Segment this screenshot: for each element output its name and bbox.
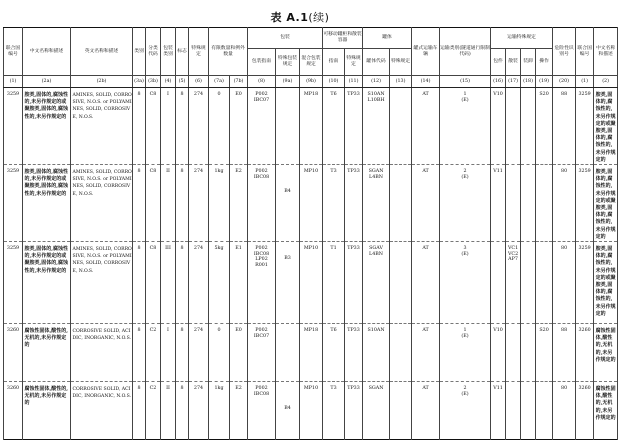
cell-pkg-instr: P002 IBC07 (248, 324, 276, 382)
cell-tank-special-2 (390, 382, 412, 440)
header-cn-name-2: 中文名称和描述 (594, 28, 618, 76)
cell-hazard-id: 88 (553, 324, 576, 382)
header-tank-special: 特殊规定 (345, 49, 363, 76)
group-tanks: 罐体 (363, 28, 412, 49)
cell-en-name: CORROSIVE SOLID, ACIDIC, INORGANIC, N.O.S. (71, 382, 133, 440)
group-transport-special: 运输特殊规定 (491, 28, 553, 49)
cell-cn-name: 胺类,固体的,腐蚀性的,未另作规定的或聚胺类,固体的,腐蚀性的,未另作规定的 (23, 242, 71, 324)
table-title (0, 9, 600, 25)
col-code: (3b) (146, 76, 161, 88)
cell-bulk (506, 382, 521, 440)
header-pkg-instr: 包装指南 (248, 49, 276, 76)
cell-un-no: 3260 (4, 324, 23, 382)
col-code: (2a) (23, 76, 71, 88)
cell-tank-instr: T6 (323, 324, 345, 382)
header-tank-code: 罐体代码 (363, 49, 390, 76)
cell-vehicle: AT (412, 382, 440, 440)
col-code: (2b) (71, 76, 133, 88)
cell-vehicle: AT (412, 324, 440, 382)
table-title-continued: (续) (308, 11, 330, 24)
header-transport-category: 运输类别(隧道通行限制代码) (440, 28, 491, 76)
cell-cn-name-2: 腐蚀性固体,酸性的,无机的,未另作规定的 (594, 324, 618, 382)
cell-tank-special: TP33 (345, 382, 363, 440)
table-row (4, 382, 618, 440)
header-tank-instr: 指南 (323, 49, 345, 76)
cell-tank-code: SGAN (363, 382, 390, 440)
col-code: (8) (248, 76, 276, 88)
cell-loading (521, 242, 536, 324)
header-tank-special-2: 特殊规定 (390, 49, 412, 76)
col-code: (5) (176, 76, 189, 88)
header-loading: 装卸 (521, 49, 536, 76)
cell-tank-code: SGAN L4BN (363, 165, 390, 242)
cell-cn-name: 腐蚀性固体,酸性的,无机的,未另作规定的 (23, 324, 71, 382)
header-class: 类别 (133, 28, 146, 76)
cell-excepted-qty: E0 (230, 324, 248, 382)
cell-un-no-2: 3260 (576, 324, 594, 382)
cell-pkg-special: B4 (276, 165, 300, 242)
cell-transport-category: 1 (E) (440, 88, 491, 165)
cell-un-no-2: 3260 (576, 382, 594, 440)
col-code: (10) (323, 76, 345, 88)
col-code: (3a) (133, 76, 146, 88)
cell-tank-instr: T1 (323, 242, 345, 324)
cell-class-code: C8 (146, 165, 161, 242)
table-row (4, 242, 618, 324)
col-code: (4) (161, 76, 176, 88)
dangerous-goods-table (3, 27, 618, 440)
cell-class-code: C8 (146, 88, 161, 165)
cell-cn-name: 胺类,固体的,腐蚀性的,未另作规定的或聚胺类,固体的,腐蚀性的,未另作规定的 (23, 165, 71, 242)
cell-hazard-id: 88 (553, 88, 576, 165)
cell-class-code: C8 (146, 242, 161, 324)
cell-loading (521, 165, 536, 242)
header-cn-name: 中文名称和描述 (23, 28, 71, 76)
cell-operation (536, 382, 553, 440)
cell-un-no-2: 3259 (576, 88, 594, 165)
cell-mixed: MP18 (300, 324, 323, 382)
cell-packages: V11 (491, 382, 506, 440)
cell-excepted-qty: E2 (230, 165, 248, 242)
cell-bulk (506, 88, 521, 165)
cell-pkg-instr: P002 IBC08 LP02 R001 (248, 242, 276, 324)
header-packages: 包件 (491, 49, 506, 76)
cell-special: 274 (189, 165, 209, 242)
cell-packages: V11 (491, 165, 506, 242)
cell-transport-category: 2 (E) (440, 382, 491, 440)
cell-en-name: AMINES, SOLID, CORROSIVE, N.O.S. or POLYAMINES, SOLID, CORROSIVE, N.O.S. (71, 165, 133, 242)
col-code: (6) (189, 76, 209, 88)
table-header (4, 28, 618, 88)
col-code: (2) (594, 76, 618, 88)
cell-special: 274 (189, 324, 209, 382)
cell-excepted-qty: E2 (230, 382, 248, 440)
cell-en-name: CORROSIVE SOLID, ACIDIC, INORGANIC, N.O.S. (71, 324, 133, 382)
header-special: 特殊规定 (189, 28, 209, 76)
col-code: (15) (440, 76, 491, 88)
cell-packing-group: II (161, 382, 176, 440)
cell-limited-qty: 1kg (209, 165, 230, 242)
cell-tank-instr: T6 (323, 88, 345, 165)
cell-limited-qty: 0 (209, 88, 230, 165)
cell-un-no-2: 3259 (576, 242, 594, 324)
cell-tank-code: SGAV L4BN (363, 242, 390, 324)
cell-packages: V10 (491, 324, 506, 382)
cell-vehicle: AT (412, 165, 440, 242)
cell-transport-category: 2 (E) (440, 165, 491, 242)
col-code: (12) (363, 76, 390, 88)
cell-class: 8 (133, 88, 146, 165)
cell-tank-special: TP33 (345, 242, 363, 324)
cell-hazard-id: 80 (553, 165, 576, 242)
col-code: (7b) (230, 76, 248, 88)
header-mixed: 混合包装规定 (300, 49, 323, 76)
cell-un-no: 3259 (4, 88, 23, 165)
header-vehicle: 罐式运输车辆 (412, 28, 440, 76)
cell-tank-special-2 (390, 165, 412, 242)
cell-un-no: 3260 (4, 382, 23, 440)
header-un-no-2: 联合国编号 (576, 28, 594, 76)
cell-pkg-instr: P002 IBC07 (248, 88, 276, 165)
header-class-code: 分类代码 (146, 28, 161, 76)
cell-limited-qty: 0 (209, 324, 230, 382)
cell-tank-special-2 (390, 88, 412, 165)
header-labels: 标志 (176, 28, 189, 76)
cell-packing-group: I (161, 324, 176, 382)
cell-pkg-instr: P002 IBC08 (248, 382, 276, 440)
cell-tank-code: S10AN (363, 324, 390, 382)
cell-tank-special: TP33 (345, 88, 363, 165)
cell-loading (521, 88, 536, 165)
cell-label: 8 (176, 382, 189, 440)
cell-class-code: C2 (146, 382, 161, 440)
header-operation: 操作 (536, 49, 553, 76)
group-portable-tanks: 可移动罐柜和散装容器 (323, 28, 363, 49)
col-code: (1) (576, 76, 594, 88)
header-packing-group: 包装类别 (161, 28, 176, 76)
cell-cn-name-2: 胺类,固体的,腐蚀性的,未另作规定的或聚胺类,固体的,腐蚀性的,未另作规定的 (594, 88, 618, 165)
cell-limited-qty: 1kg (209, 382, 230, 440)
cell-packages: V10 (491, 88, 506, 165)
cell-un-no-2: 3259 (576, 165, 594, 242)
cell-bulk: VC1 VC2 AP7 (506, 242, 521, 324)
col-code: (17) (506, 76, 521, 88)
cell-operation: S20 (536, 88, 553, 165)
cell-cn-name: 胺类,固体的,腐蚀性的,未另作规定的或聚胺类,固体的,腐蚀性的,未另作规定的 (23, 88, 71, 165)
cell-hazard-id: 80 (553, 242, 576, 324)
col-code: (13) (390, 76, 412, 88)
col-code: (14) (412, 76, 440, 88)
cell-excepted-qty: E0 (230, 88, 248, 165)
cell-packing-group: III (161, 242, 176, 324)
cell-operation: S20 (536, 324, 553, 382)
cell-mixed: MP10 (300, 242, 323, 324)
cell-un-no: 3259 (4, 165, 23, 242)
cell-loading (521, 382, 536, 440)
cell-loading (521, 324, 536, 382)
header-en-name: 英文名称和描述 (71, 28, 133, 76)
cell-operation (536, 242, 553, 324)
cell-tank-instr: T3 (323, 382, 345, 440)
cell-vehicle: AT (412, 88, 440, 165)
cell-label: 8 (176, 242, 189, 324)
cell-pkg-special: B4 (276, 382, 300, 440)
cell-bulk (506, 324, 521, 382)
cell-packing-group: I (161, 88, 176, 165)
cell-tank-special: TP33 (345, 165, 363, 242)
cell-class: 8 (133, 165, 146, 242)
cell-label: 8 (176, 165, 189, 242)
col-code: (1) (4, 76, 23, 88)
cell-excepted-qty: E1 (230, 242, 248, 324)
cell-vehicle: AT (412, 242, 440, 324)
header-pkg-special: 特殊包装规定 (276, 49, 300, 76)
group-packing: 包装 (248, 28, 323, 49)
cell-limited-qty: 5kg (209, 242, 230, 324)
cell-special: 274 (189, 382, 209, 440)
table-row (4, 324, 618, 382)
cell-pkg-instr: P002 IBC08 (248, 165, 276, 242)
col-code: (9b) (300, 76, 323, 88)
col-code: (20) (553, 76, 576, 88)
col-code: (16) (491, 76, 506, 88)
cell-transport-category: 3 (E) (440, 242, 491, 324)
cell-tank-code: S10AN L10BH (363, 88, 390, 165)
cell-tank-special-2 (390, 242, 412, 324)
cell-class: 8 (133, 382, 146, 440)
col-code: (18) (521, 76, 536, 88)
cell-label: 8 (176, 88, 189, 165)
col-code: (19) (536, 76, 553, 88)
cell-label: 8 (176, 324, 189, 382)
cell-cn-name-2: 腐蚀性固体,酸性的,无机的,未另作规定的 (594, 382, 618, 440)
cell-en-name: AMINES, SOLID, CORROSIVE, N.O.S. or POLYAMINES, SOLID, CORROSIVE, N.O.S. (71, 88, 133, 165)
col-code: (9a) (276, 76, 300, 88)
cell-pkg-special (276, 324, 300, 382)
cell-tank-special: TP33 (345, 324, 363, 382)
cell-packing-group: II (161, 165, 176, 242)
cell-pkg-special (276, 88, 300, 165)
cell-cn-name: 腐蚀性固体,酸性的,无机的,未另作规定的 (23, 382, 71, 440)
cell-transport-category: 1 (E) (440, 324, 491, 382)
cell-class: 8 (133, 324, 146, 382)
cell-packages (491, 242, 506, 324)
cell-mixed: MP18 (300, 88, 323, 165)
cell-tank-instr: T3 (323, 165, 345, 242)
cell-bulk (506, 165, 521, 242)
cell-mixed: MP10 (300, 382, 323, 440)
header-un-no: 联合国编号 (4, 28, 23, 76)
table-body (4, 88, 618, 440)
table-title-main: 表 A.1 (270, 11, 309, 24)
cell-cn-name-2: 胺类,固体的,腐蚀性的,未另作规定的或聚胺类,固体的,腐蚀性的,未另作规定的 (594, 242, 618, 324)
cell-operation (536, 165, 553, 242)
table-row (4, 88, 618, 165)
cell-special: 274 (189, 242, 209, 324)
header-limited-qty: 有限数量和例外数量 (209, 28, 248, 76)
col-code: (7a) (209, 76, 230, 88)
header-hazard-id: 危险性识别号 (553, 28, 576, 76)
cell-hazard-id: 80 (553, 382, 576, 440)
cell-class: 8 (133, 242, 146, 324)
cell-pkg-special: B3 (276, 242, 300, 324)
cell-mixed: MP10 (300, 165, 323, 242)
cell-en-name: AMINES, SOLID, CORROSIVE, N.O.S. or POLYAMINES, SOLID, CORROSIVE, N.O.S. (71, 242, 133, 324)
cell-special: 274 (189, 88, 209, 165)
cell-tank-special-2 (390, 324, 412, 382)
table-row (4, 165, 618, 242)
cell-cn-name-2: 胺类,固体的,腐蚀性的,未另作规定的或聚胺类,固体的,腐蚀性的,未另作规定的 (594, 165, 618, 242)
cell-class-code: C2 (146, 324, 161, 382)
header-bulk: 散装 (506, 49, 521, 76)
cell-un-no: 3259 (4, 242, 23, 324)
col-code: (11) (345, 76, 363, 88)
